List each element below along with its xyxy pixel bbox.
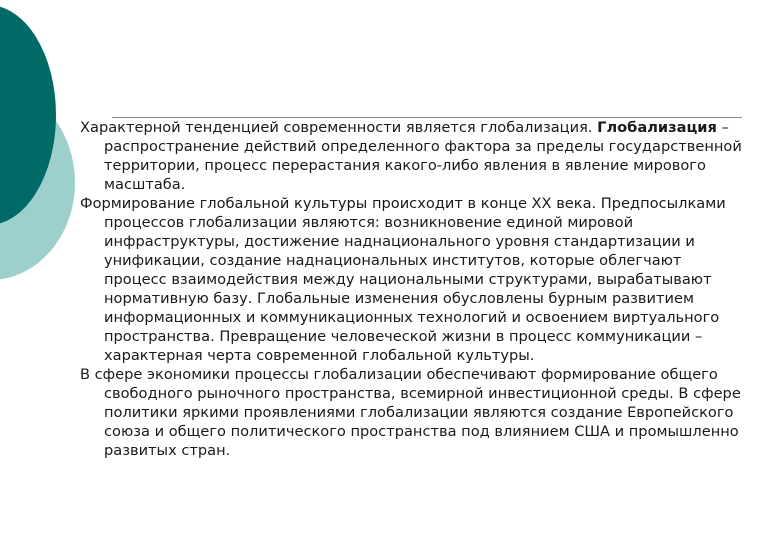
paragraph-global-culture: Формирование глобальной культуры происходит в конце XX века. Предпосылками процессов глобализации являются: возникновение единой мировой инфраструктуры, достижение наднационального уровня стандартизации и унификации, создание наднациональных институтов, которые облегчают процесс взаимодействия между национальными структурами, вырабатывают нормативную базу. Глобальные изменения обусловлены бурным развитием информационных и коммуникационных технологий и освоением виртуального пространства. Превращение человеческой жизни в процесс коммуникации – характерная черта современной глобальной культуры. <box>80 195 726 364</box>
paragraph-economics-politics: В сфере экономики процессы глобализации обеспечивают формирование общего свободного рыночного пространства, всемирной инвестиционной среды. В сфере политики яркими проявлениями глобализации являются создание Европейского союза и общего политического пространства под влиянием США и промышленно развитых стран. <box>80 366 741 459</box>
slide-body-text <box>80 118 748 460</box>
term-globalization: Глобализация <box>597 119 717 136</box>
paragraph-globalization-definition <box>80 118 748 194</box>
definition-text: – распространение действий определенного фактора за пределы государственной территории, процесс перерастания какого-либо явления в явление мирового масштаба. <box>104 119 742 193</box>
paragraph-lead-sentence: Характерной тенденцией современности является глобализация. <box>80 119 593 136</box>
